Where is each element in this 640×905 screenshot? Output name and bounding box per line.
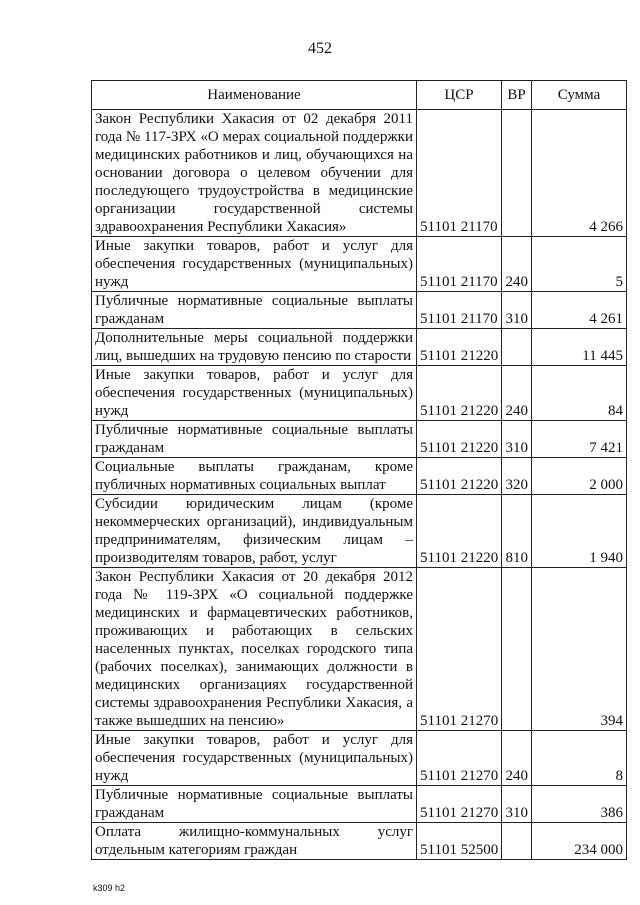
footer-code: k309 h2: [93, 883, 126, 893]
row-vr: [502, 568, 532, 731]
row-vr: 310: [502, 292, 532, 329]
row-sum: 4 261: [532, 292, 627, 329]
table-row: [92, 731, 627, 786]
row-vr: 310: [502, 786, 532, 823]
row-name: Социальные выплаты гражданам, кроме публичных нормативных социальных выплат: [92, 458, 417, 495]
table-row: [92, 421, 627, 458]
row-name: Публичные нормативные социальные выплаты гражданам: [92, 786, 417, 823]
table-row: [92, 366, 627, 421]
row-sum: 2 000: [532, 458, 627, 495]
row-vr: [502, 329, 532, 366]
row-csr: 51101 52500: [417, 823, 502, 860]
row-csr: 51101 21270: [417, 568, 502, 731]
row-sum: 5: [532, 237, 627, 292]
table-row: [92, 495, 627, 568]
header-sum: Сумма: [532, 81, 627, 110]
table-row: [92, 823, 627, 860]
table-row: [92, 329, 627, 366]
table-row: [92, 237, 627, 292]
row-vr: 240: [502, 366, 532, 421]
table-row: [92, 786, 627, 823]
row-sum: 8: [532, 731, 627, 786]
row-csr: 51101 21270: [417, 731, 502, 786]
row-name: Субсидии юридическим лицам (кроме некоммерческих организаций), индивидуальным предпринимателям, физическим лицам – производителям товаров, работ, услуг: [92, 495, 417, 568]
row-name: Оплата жилищно-коммунальных услуг отдельным категориям граждан: [92, 823, 417, 860]
table-row: [92, 110, 627, 237]
row-csr: 51101 21220: [417, 366, 502, 421]
row-csr: 51101 21270: [417, 786, 502, 823]
row-name: Иные закупки товаров, работ и услуг для обеспечения государственных (муниципальных) нужд: [92, 237, 417, 292]
row-sum: 84: [532, 366, 627, 421]
row-sum: 394: [532, 568, 627, 731]
row-csr: 51101 21170: [417, 110, 502, 237]
row-sum: 4 266: [532, 110, 627, 237]
row-vr: 310: [502, 421, 532, 458]
row-sum: 7 421: [532, 421, 627, 458]
row-vr: [502, 823, 532, 860]
row-sum: 234 000: [532, 823, 627, 860]
row-vr: 320: [502, 458, 532, 495]
row-sum: 11 445: [532, 329, 627, 366]
row-name: Закон Республики Хакасия от 02 декабря 2011 года № 117-ЗРХ «О мерах социальной поддержки медицинских работников и лиц, обучающихся на основании договора о целевом обучении для последующего трудоустройства в медицинские организации государственной системы здравоохранения Республики Хакасия»: [92, 110, 417, 237]
row-sum: 1 940: [532, 495, 627, 568]
table-row: [92, 568, 627, 731]
row-name: Закон Республики Хакасия от 20 декабря 2012 года № 119-ЗРХ «О социальной поддержке медицинских и фармацевтических работников, проживающих и работающих в сельских населенных пунктах, поселках городского типа (рабочих поселках), занимающих должности в медицинских организациях государственной системы здравоохранения Республики Хакасия, а также вышедших на пенсию»: [92, 568, 417, 731]
row-csr: 51101 21220: [417, 329, 502, 366]
page-number: 452: [308, 40, 332, 57]
row-vr: 240: [502, 731, 532, 786]
row-name: Публичные нормативные социальные выплаты гражданам: [92, 292, 417, 329]
row-sum: 386: [532, 786, 627, 823]
row-name: Иные закупки товаров, работ и услуг для обеспечения государственных (муниципальных) нужд: [92, 366, 417, 421]
table-row: [92, 458, 627, 495]
row-vr: 240: [502, 237, 532, 292]
row-vr: [502, 110, 532, 237]
row-name: Дополнительные меры социальной поддержки лиц, вышедших на трудовую пенсию по старости: [92, 329, 417, 366]
row-csr: 51101 21170: [417, 292, 502, 329]
budget-table: [91, 80, 627, 860]
row-name: Иные закупки товаров, работ и услуг для обеспечения государственных (муниципальных) нужд: [92, 731, 417, 786]
table-header-row: [92, 81, 627, 110]
row-name: Публичные нормативные социальные выплаты гражданам: [92, 421, 417, 458]
row-csr: 51101 21220: [417, 421, 502, 458]
row-csr: 51101 21220: [417, 458, 502, 495]
row-csr: 51101 21170: [417, 237, 502, 292]
row-csr: 51101 21220: [417, 495, 502, 568]
header-name: Наименование: [92, 81, 417, 110]
header-vr: ВР: [502, 81, 532, 110]
row-vr: 810: [502, 495, 532, 568]
table-row: [92, 292, 627, 329]
header-csr: ЦСР: [417, 81, 502, 110]
